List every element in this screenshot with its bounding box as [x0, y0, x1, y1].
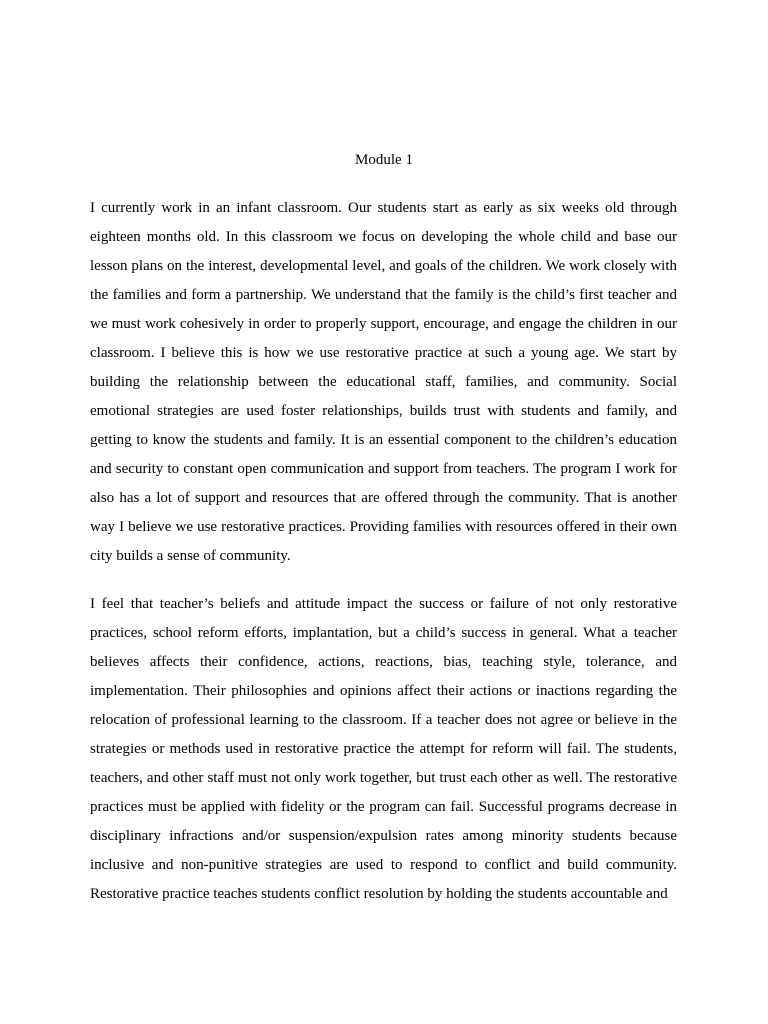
paragraph-teacher-beliefs: I feel that teacher’s beliefs and attitude impact the success or failure of not only restorative practices, school reform efforts, implantation, but a child’s success in general. What a teacher believes affects their confidence, actions, reactions, bias, teaching style, tolerance, and implementation. Their philosophies and opinions affect their actions or inactions regarding the relocation of professional learning to the classroom. If a teacher does not agree or believe in the strategies or methods used in restorative practice the attempt for reform will fail. The students, teachers, and other staff must not only work together, but trust each other as well. The restorative practices must be applied with fidelity or the program can fail. Successful programs decrease in disciplinary infractions and/or suspension/expulsion rates among minority students because inclusive and non-punitive strategies are used to respond to conflict and build community. Restorative practice teaches students conflict resolution by holding the students accountable and [90, 596, 677, 902]
document-title: Module 1 [355, 152, 413, 168]
paragraph-classroom-practice: I currently work in an infant classroom. Our students start as early as six weeks old through eighteen months old. In this classroom we focus on developing the whole child and base our lesson plans on the interest, developmental level, and goals of the children. We work closely with the families and form a partnership. We understand that the family is the child’s first teacher and we must work cohesively in order to properly support, encourage, and engage the children in our classroom. I believe this is how we use restorative practice at such a young age. We start by building the relationship between the educational staff, families, and community. Social emotional strategies are used foster relationships, builds trust with students and family, and getting to know the students and family. It is an essential component to the children’s education and security to constant open communication and support from teachers. The program I work for also has a lot of support and resources that are offered through the community. That is another way I believe we use restorative practices. Providing families with resources offered in their own city builds a sense of community. [90, 200, 677, 564]
